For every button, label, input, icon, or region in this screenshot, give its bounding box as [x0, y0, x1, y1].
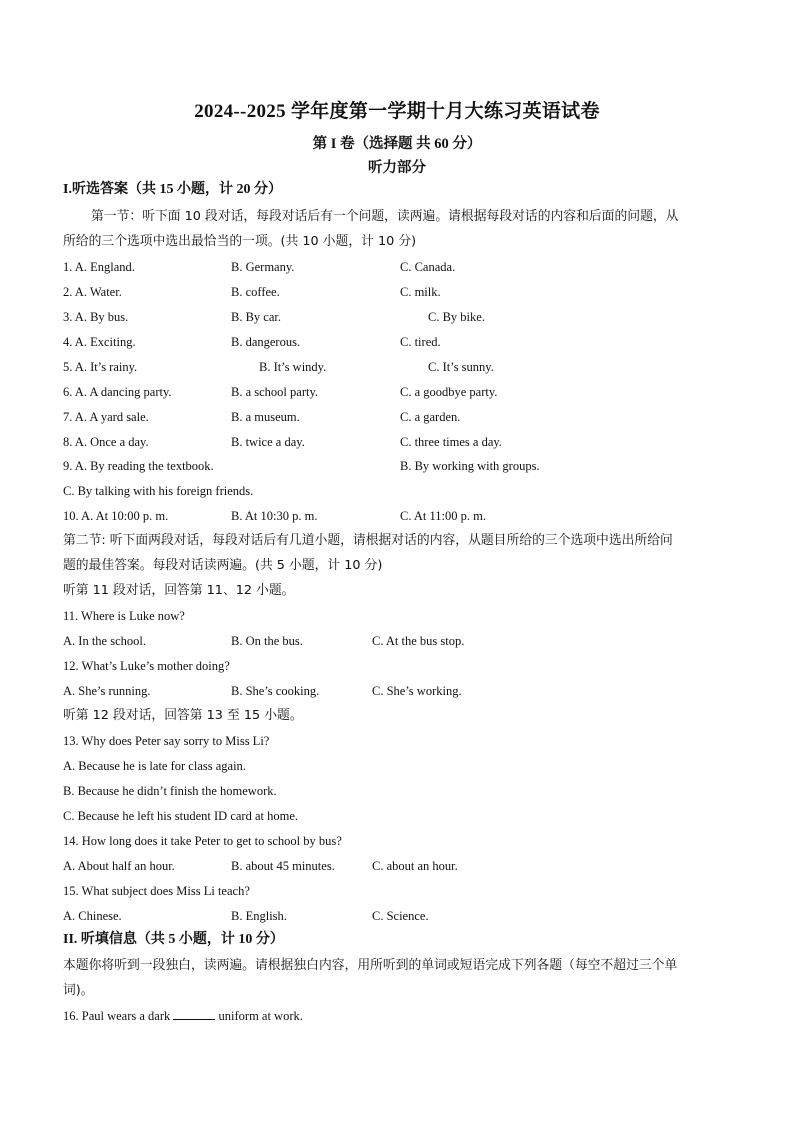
q12-question: 12. What’s Luke’s mother doing? [63, 659, 230, 673]
q13-option-a: A. Because he is late for class again. [63, 759, 246, 773]
q2-option-c: C. milk. [400, 285, 441, 299]
q8-option-b: B. twice a day. [231, 435, 305, 449]
q4-option-c: C. tired. [400, 335, 441, 349]
part1-intro-line1: 第一节：听下面 10 段对话，每段对话后有一个问题，读两遍。请根据每段对话的内容和后面的问题，从 [91, 209, 679, 224]
q8-option-c: C. three times a day. [400, 435, 502, 449]
q15-option-c: C. Science. [372, 909, 429, 923]
q4-option-b: B. dangerous. [231, 335, 301, 349]
q16-blank[interactable] [173, 1008, 215, 1020]
q10-option-b: B. At 10:30 p. m. [231, 509, 318, 523]
q13-question: 13. Why does Peter say sorry to Miss Li? [63, 734, 270, 748]
q4-option-a: 4. A. Exciting. [63, 335, 136, 349]
q6-option-c: C. a goodbye party. [400, 385, 498, 399]
q7-option-c: C. a garden. [400, 410, 461, 424]
q11-question: 11. Where is Luke now? [63, 609, 185, 623]
q14-option-c: C. about an hour. [372, 859, 458, 873]
section1-heading: I.听选答案（共 15 小题，计 20 分） [63, 182, 282, 197]
q5-option-c: C. It’s sunny. [428, 360, 494, 374]
q15-question: 15. What subject does Miss Li teach? [63, 884, 250, 898]
q7-option-a: 7. A. A yard sale. [63, 410, 149, 424]
part2-intro-line1: 第二节: 听下面两段对话，每段对话后有几道小题，请根据对话的内容，从题目所给的三个选项中选出所给问 [63, 533, 673, 548]
q2-option-b: B. coffee. [231, 285, 280, 299]
q13-option-c: C. Because he left his student ID card at home. [63, 809, 298, 823]
q9-option-c: C. By talking with his foreign friends. [63, 484, 254, 498]
q9-option-b: B. By working with groups. [400, 459, 540, 473]
q15-option-b: B. English. [231, 909, 287, 923]
volume-title: 第 I 卷（选择题 共 60 分） [312, 136, 482, 152]
q12-option-c: C. She’s working. [372, 684, 462, 698]
section2-heading: II. 听填信息（共 5 小题，计 10 分） [63, 932, 284, 947]
q5-option-a: 5. A. It’s rainy. [63, 360, 138, 374]
section2-intro-line2: 词)。 [63, 983, 94, 998]
section2-intro-line1: 本题你将听到一段独白，读两遍。请根据独白内容，用所听到的单词或短语完成下列各题（每空不超过三个单 [63, 958, 678, 973]
q7-option-b: B. a museum. [231, 410, 300, 424]
q6-option-a: 6. A. A dancing party. [63, 385, 172, 399]
part1-intro-line2: 所给的三个选项中选出最恰当的一项。(共 10 小题，计 10 分) [63, 234, 417, 249]
part2-intro-line2: 题的最佳答案。每段对话读两遍。(共 5 小题，计 10 分) [63, 558, 383, 573]
q11-option-b: B. On the bus. [231, 634, 303, 648]
q8-option-a: 8. A. Once a day. [63, 435, 149, 449]
q13-option-b: B. Because he didn’t finish the homework. [63, 784, 277, 798]
q3-option-b: B. By car. [231, 310, 281, 324]
q12-option-a: A. She’s running. [63, 684, 151, 698]
q14-question: 14. How long does it take Peter to get to school by bus? [63, 834, 342, 848]
q14-option-a: A. About half an hour. [63, 859, 175, 873]
q11-option-c: C. At the bus stop. [372, 634, 465, 648]
exam-title: 2024--2025 学年度第一学期十月大练习英语试卷 [194, 101, 600, 122]
q16-line [63, 1008, 303, 1024]
q2-option-a: 2. A. Water. [63, 285, 122, 299]
q6-option-b: B. a school party. [231, 385, 319, 399]
q3-option-c: C. By bike. [428, 310, 485, 324]
q16-text-after: uniform at work. [218, 1009, 303, 1023]
q16-text-before: 16. Paul wears a dark [63, 1009, 171, 1023]
part-title: 听力部分 [368, 160, 426, 176]
q3-option-a: 3. A. By bus. [63, 310, 129, 324]
q9-option-a: 9. A. By reading the textbook. [63, 459, 214, 473]
dialog11-intro: 听第 11 段对话，回答第 11、12 小题。 [63, 583, 295, 598]
q1-option-b: B. Germany. [231, 260, 295, 274]
q10-option-c: C. At 11:00 p. m. [400, 509, 487, 523]
dialog12-intro: 听第 12 段对话，回答第 13 至 15 小题。 [63, 708, 303, 723]
q12-option-b: B. She’s cooking. [231, 684, 320, 698]
q11-option-a: A. In the school. [63, 634, 146, 648]
q1-option-c: C. Canada. [400, 260, 456, 274]
q1-option-a: 1. A. England. [63, 260, 135, 274]
q5-option-b: B. It’s windy. [259, 360, 327, 374]
q15-option-a: A. Chinese. [63, 909, 122, 923]
q14-option-b: B. about 45 minutes. [231, 859, 335, 873]
q10-option-a: 10. A. At 10:00 p. m. [63, 509, 169, 523]
